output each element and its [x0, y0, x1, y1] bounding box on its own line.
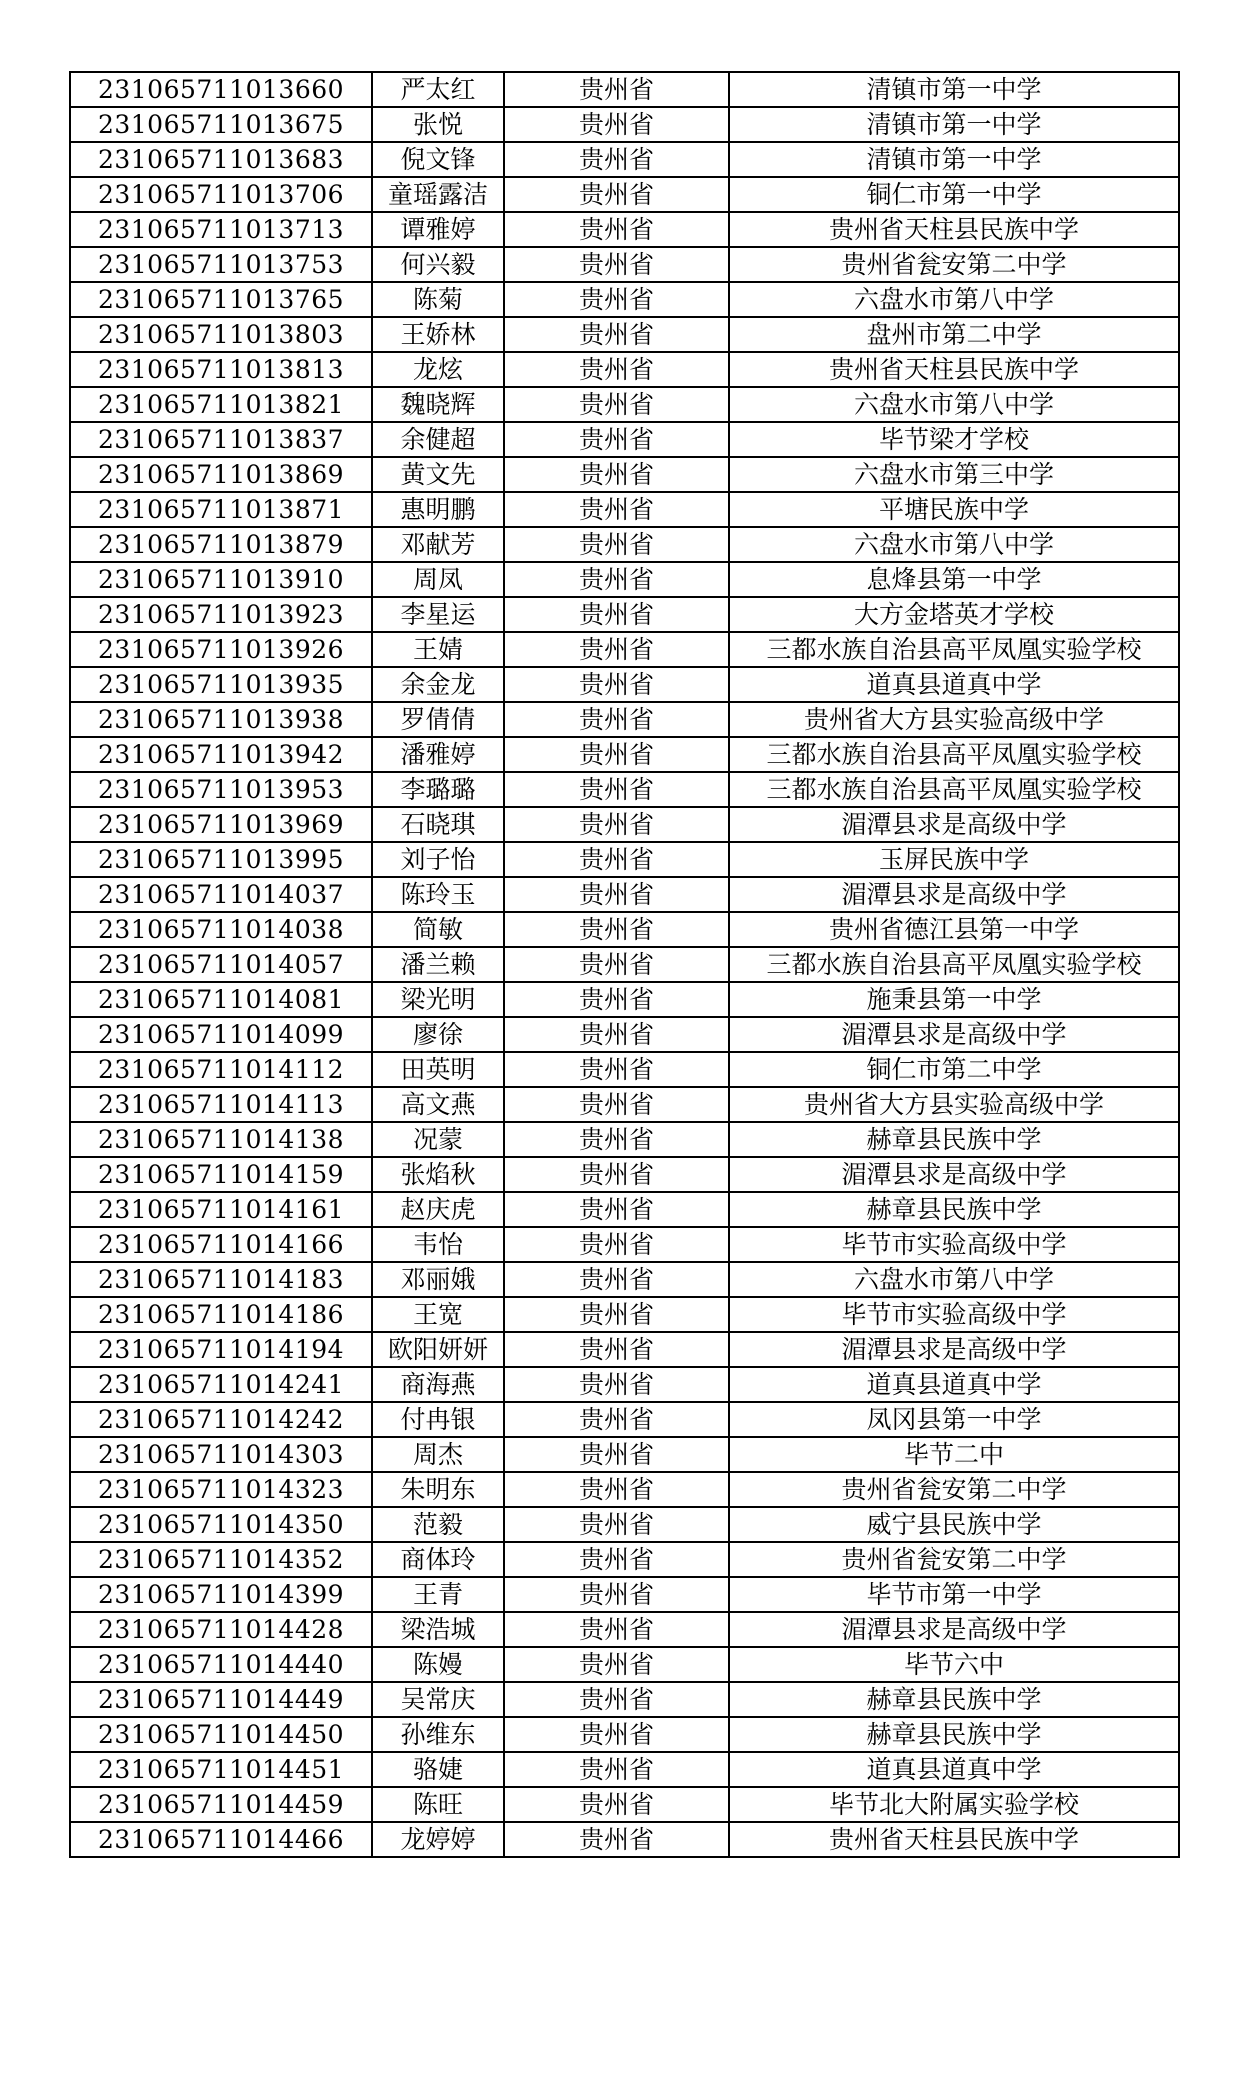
student-name-cell: 田英明	[372, 1052, 504, 1087]
school-cell: 清镇市第一中学	[729, 107, 1179, 142]
province-cell: 贵州省	[504, 562, 729, 597]
table-row	[70, 422, 1179, 457]
school-cell: 道真县道真中学	[729, 1367, 1179, 1402]
school-cell: 凤冈县第一中学	[729, 1402, 1179, 1437]
province-cell: 贵州省	[504, 1437, 729, 1472]
candidate-id-cell: 231065711014099	[70, 1017, 372, 1052]
candidate-id-cell: 231065711013938	[70, 702, 372, 737]
school-cell: 铜仁市第一中学	[729, 177, 1179, 212]
school-cell: 毕节市实验高级中学	[729, 1297, 1179, 1332]
student-name-cell: 惠明鹏	[372, 492, 504, 527]
student-name-cell: 付冉银	[372, 1402, 504, 1437]
school-cell: 湄潭县求是高级中学	[729, 1612, 1179, 1647]
province-cell: 贵州省	[504, 1752, 729, 1787]
table-row	[70, 1822, 1179, 1857]
table-row	[70, 1157, 1179, 1192]
table-row	[70, 1577, 1179, 1612]
table-row	[70, 142, 1179, 177]
candidate-id-cell: 231065711013910	[70, 562, 372, 597]
candidate-id-cell: 231065711013713	[70, 212, 372, 247]
candidate-id-cell: 231065711013706	[70, 177, 372, 212]
province-cell: 贵州省	[504, 597, 729, 632]
student-name-cell: 李星运	[372, 597, 504, 632]
table-row	[70, 107, 1179, 142]
student-name-cell: 廖徐	[372, 1017, 504, 1052]
province-cell: 贵州省	[504, 107, 729, 142]
province-cell: 贵州省	[504, 1087, 729, 1122]
province-cell: 贵州省	[504, 1332, 729, 1367]
school-cell: 清镇市第一中学	[729, 72, 1179, 107]
province-cell: 贵州省	[504, 1262, 729, 1297]
school-cell: 毕节北大附属实验学校	[729, 1787, 1179, 1822]
student-name-cell: 何兴毅	[372, 247, 504, 282]
table-row	[70, 737, 1179, 772]
province-cell: 贵州省	[504, 737, 729, 772]
table-row	[70, 1402, 1179, 1437]
province-cell: 贵州省	[504, 212, 729, 247]
school-cell: 湄潭县求是高级中学	[729, 807, 1179, 842]
student-name-cell: 黄文先	[372, 457, 504, 492]
table-row	[70, 1332, 1179, 1367]
candidate-id-cell: 231065711014113	[70, 1087, 372, 1122]
candidate-id-cell: 231065711014038	[70, 912, 372, 947]
candidate-id-cell: 231065711013871	[70, 492, 372, 527]
student-name-cell: 梁浩城	[372, 1612, 504, 1647]
province-cell: 贵州省	[504, 1472, 729, 1507]
student-name-cell: 韦怡	[372, 1227, 504, 1262]
student-name-cell: 朱明东	[372, 1472, 504, 1507]
province-cell: 贵州省	[504, 1577, 729, 1612]
school-cell: 三都水族自治县高平凤凰实验学校	[729, 947, 1179, 982]
province-cell: 贵州省	[504, 1507, 729, 1542]
candidate-id-cell: 231065711014081	[70, 982, 372, 1017]
province-cell: 贵州省	[504, 1192, 729, 1227]
province-cell: 贵州省	[504, 282, 729, 317]
candidate-id-cell: 231065711014303	[70, 1437, 372, 1472]
province-cell: 贵州省	[504, 1542, 729, 1577]
table-row	[70, 947, 1179, 982]
province-cell: 贵州省	[504, 72, 729, 107]
school-cell: 湄潭县求是高级中学	[729, 1017, 1179, 1052]
school-cell: 威宁县民族中学	[729, 1507, 1179, 1542]
school-cell: 施秉县第一中学	[729, 982, 1179, 1017]
table-row	[70, 772, 1179, 807]
student-name-cell: 简敏	[372, 912, 504, 947]
table-row	[70, 912, 1179, 947]
school-cell: 贵州省天柱县民族中学	[729, 212, 1179, 247]
candidate-id-cell: 231065711014138	[70, 1122, 372, 1157]
candidate-id-cell: 231065711013660	[70, 72, 372, 107]
student-name-cell: 魏晓辉	[372, 387, 504, 422]
school-cell: 赫章县民族中学	[729, 1717, 1179, 1752]
student-name-cell: 陈玲玉	[372, 877, 504, 912]
student-name-cell: 严太红	[372, 72, 504, 107]
student-name-cell: 王青	[372, 1577, 504, 1612]
school-cell: 毕节市实验高级中学	[729, 1227, 1179, 1262]
province-cell: 贵州省	[504, 1787, 729, 1822]
candidate-id-cell: 231065711014241	[70, 1367, 372, 1402]
table-row	[70, 1122, 1179, 1157]
school-cell: 毕节六中	[729, 1647, 1179, 1682]
candidate-id-cell: 231065711014183	[70, 1262, 372, 1297]
candidate-id-cell: 231065711014440	[70, 1647, 372, 1682]
candidate-id-cell: 231065711013813	[70, 352, 372, 387]
candidate-id-cell: 231065711014323	[70, 1472, 372, 1507]
province-cell: 贵州省	[504, 142, 729, 177]
province-cell: 贵州省	[504, 632, 729, 667]
student-name-cell: 商体玲	[372, 1542, 504, 1577]
roster-body	[70, 72, 1179, 1857]
province-cell: 贵州省	[504, 1297, 729, 1332]
candidate-id-cell: 231065711014194	[70, 1332, 372, 1367]
province-cell: 贵州省	[504, 422, 729, 457]
student-name-cell: 潘雅婷	[372, 737, 504, 772]
student-name-cell: 商海燕	[372, 1367, 504, 1402]
school-cell: 赫章县民族中学	[729, 1192, 1179, 1227]
candidate-id-cell: 231065711014159	[70, 1157, 372, 1192]
candidate-id-cell: 231065711013683	[70, 142, 372, 177]
candidate-id-cell: 231065711014057	[70, 947, 372, 982]
student-name-cell: 张悦	[372, 107, 504, 142]
student-name-cell: 张焰秋	[372, 1157, 504, 1192]
candidate-id-cell: 231065711013969	[70, 807, 372, 842]
table-row	[70, 1087, 1179, 1122]
student-name-cell: 余金龙	[372, 667, 504, 702]
school-cell: 玉屏民族中学	[729, 842, 1179, 877]
school-cell: 道真县道真中学	[729, 667, 1179, 702]
province-cell: 贵州省	[504, 702, 729, 737]
table-row	[70, 1227, 1179, 1262]
school-cell: 六盘水市第八中学	[729, 387, 1179, 422]
table-row	[70, 1017, 1179, 1052]
student-name-cell: 王宽	[372, 1297, 504, 1332]
candidate-id-cell: 231065711013879	[70, 527, 372, 562]
province-cell: 贵州省	[504, 1717, 729, 1752]
candidate-id-cell: 231065711013675	[70, 107, 372, 142]
candidate-id-cell: 231065711014399	[70, 1577, 372, 1612]
school-cell: 赫章县民族中学	[729, 1682, 1179, 1717]
table-row	[70, 1717, 1179, 1752]
table-row	[70, 1542, 1179, 1577]
school-cell: 毕节梁才学校	[729, 422, 1179, 457]
candidate-id-cell: 231065711013935	[70, 667, 372, 702]
table-row	[70, 1437, 1179, 1472]
province-cell: 贵州省	[504, 1822, 729, 1857]
school-cell: 息烽县第一中学	[729, 562, 1179, 597]
school-cell: 三都水族自治县高平凤凰实验学校	[729, 632, 1179, 667]
candidate-id-cell: 231065711013953	[70, 772, 372, 807]
candidate-id-cell: 231065711014166	[70, 1227, 372, 1262]
school-cell: 盘州市第二中学	[729, 317, 1179, 352]
student-name-cell: 龙炫	[372, 352, 504, 387]
province-cell: 贵州省	[504, 1612, 729, 1647]
student-name-cell: 陈菊	[372, 282, 504, 317]
table-row	[70, 527, 1179, 562]
candidate-id-cell: 231065711013942	[70, 737, 372, 772]
school-cell: 贵州省天柱县民族中学	[729, 1822, 1179, 1857]
province-cell: 贵州省	[504, 457, 729, 492]
student-name-cell: 陈嫚	[372, 1647, 504, 1682]
candidate-id-cell: 231065711014459	[70, 1787, 372, 1822]
table-row	[70, 177, 1179, 212]
school-cell: 毕节二中	[729, 1437, 1179, 1472]
school-cell: 贵州省瓮安第二中学	[729, 247, 1179, 282]
school-cell: 湄潭县求是高级中学	[729, 877, 1179, 912]
table-row	[70, 877, 1179, 912]
table-row	[70, 1682, 1179, 1717]
student-name-cell: 邓献芳	[372, 527, 504, 562]
candidate-id-cell: 231065711013765	[70, 282, 372, 317]
student-name-cell: 李璐璐	[372, 772, 504, 807]
school-cell: 清镇市第一中学	[729, 142, 1179, 177]
table-row	[70, 632, 1179, 667]
table-row	[70, 1192, 1179, 1227]
table-row	[70, 212, 1179, 247]
province-cell: 贵州省	[504, 527, 729, 562]
candidate-id-cell: 231065711014428	[70, 1612, 372, 1647]
student-name-cell: 王娇林	[372, 317, 504, 352]
province-cell: 贵州省	[504, 1367, 729, 1402]
school-cell: 平塘民族中学	[729, 492, 1179, 527]
province-cell: 贵州省	[504, 1402, 729, 1437]
table-row	[70, 597, 1179, 632]
province-cell: 贵州省	[504, 1227, 729, 1262]
school-cell: 毕节市第一中学	[729, 1577, 1179, 1612]
student-name-cell: 潘兰赖	[372, 947, 504, 982]
table-row	[70, 1787, 1179, 1822]
province-cell: 贵州省	[504, 177, 729, 212]
candidate-id-cell: 231065711013803	[70, 317, 372, 352]
province-cell: 贵州省	[504, 772, 729, 807]
province-cell: 贵州省	[504, 1157, 729, 1192]
candidate-id-cell: 231065711013837	[70, 422, 372, 457]
candidate-id-cell: 231065711013869	[70, 457, 372, 492]
candidate-id-cell: 231065711014186	[70, 1297, 372, 1332]
student-name-cell: 梁光明	[372, 982, 504, 1017]
province-cell: 贵州省	[504, 247, 729, 282]
table-row	[70, 317, 1179, 352]
table-row	[70, 1472, 1179, 1507]
table-row	[70, 982, 1179, 1017]
student-name-cell: 赵庆虎	[372, 1192, 504, 1227]
candidate-id-cell: 231065711014451	[70, 1752, 372, 1787]
table-row	[70, 562, 1179, 597]
table-row	[70, 72, 1179, 107]
table-row	[70, 667, 1179, 702]
school-cell: 贵州省天柱县民族中学	[729, 352, 1179, 387]
candidate-id-cell: 231065711014352	[70, 1542, 372, 1577]
table-row	[70, 1647, 1179, 1682]
student-name-cell: 陈旺	[372, 1787, 504, 1822]
province-cell: 贵州省	[504, 1647, 729, 1682]
student-name-cell: 邓丽娥	[372, 1262, 504, 1297]
province-cell: 贵州省	[504, 982, 729, 1017]
school-cell: 贵州省大方县实验高级中学	[729, 1087, 1179, 1122]
student-name-cell: 吴常庆	[372, 1682, 504, 1717]
table-row	[70, 1052, 1179, 1087]
province-cell: 贵州省	[504, 947, 729, 982]
province-cell: 贵州省	[504, 807, 729, 842]
table-row	[70, 492, 1179, 527]
student-name-cell: 王婧	[372, 632, 504, 667]
student-name-cell: 谭雅婷	[372, 212, 504, 247]
school-cell: 贵州省瓮安第二中学	[729, 1472, 1179, 1507]
candidate-id-cell: 231065711014449	[70, 1682, 372, 1717]
province-cell: 贵州省	[504, 842, 729, 877]
school-cell: 三都水族自治县高平凤凰实验学校	[729, 737, 1179, 772]
province-cell: 贵州省	[504, 317, 729, 352]
province-cell: 贵州省	[504, 1052, 729, 1087]
student-name-cell: 罗倩倩	[372, 702, 504, 737]
school-cell: 大方金塔英才学校	[729, 597, 1179, 632]
student-name-cell: 范毅	[372, 1507, 504, 1542]
table-row	[70, 1612, 1179, 1647]
province-cell: 贵州省	[504, 1682, 729, 1717]
table-row	[70, 842, 1179, 877]
student-name-cell: 童瑶露洁	[372, 177, 504, 212]
student-name-cell: 刘子怡	[372, 842, 504, 877]
student-name-cell: 龙婷婷	[372, 1822, 504, 1857]
student-name-cell: 孙维东	[372, 1717, 504, 1752]
province-cell: 贵州省	[504, 387, 729, 422]
table-row	[70, 247, 1179, 282]
roster-table	[69, 71, 1180, 1858]
school-cell: 道真县道真中学	[729, 1752, 1179, 1787]
candidate-id-cell: 231065711014037	[70, 877, 372, 912]
school-cell: 三都水族自治县高平凤凰实验学校	[729, 772, 1179, 807]
candidate-id-cell: 231065711013923	[70, 597, 372, 632]
table-row	[70, 387, 1179, 422]
table-row	[70, 1297, 1179, 1332]
table-row	[70, 702, 1179, 737]
province-cell: 贵州省	[504, 352, 729, 387]
candidate-id-cell: 231065711013995	[70, 842, 372, 877]
province-cell: 贵州省	[504, 667, 729, 702]
province-cell: 贵州省	[504, 492, 729, 527]
province-cell: 贵州省	[504, 1122, 729, 1157]
table-row	[70, 457, 1179, 492]
school-cell: 湄潭县求是高级中学	[729, 1157, 1179, 1192]
student-name-cell: 倪文锋	[372, 142, 504, 177]
province-cell: 贵州省	[504, 877, 729, 912]
table-row	[70, 282, 1179, 317]
school-cell: 赫章县民族中学	[729, 1122, 1179, 1157]
student-name-cell: 周杰	[372, 1437, 504, 1472]
candidate-id-cell: 231065711014112	[70, 1052, 372, 1087]
table-row	[70, 352, 1179, 387]
school-cell: 贵州省大方县实验高级中学	[729, 702, 1179, 737]
student-name-cell: 余健超	[372, 422, 504, 457]
candidate-id-cell: 231065711014350	[70, 1507, 372, 1542]
school-cell: 湄潭县求是高级中学	[729, 1332, 1179, 1367]
candidate-id-cell: 231065711013821	[70, 387, 372, 422]
candidate-id-cell: 231065711014450	[70, 1717, 372, 1752]
table-row	[70, 1367, 1179, 1402]
student-name-cell: 高文燕	[372, 1087, 504, 1122]
roster-sheet	[69, 71, 1178, 1858]
student-name-cell: 况蒙	[372, 1122, 504, 1157]
candidate-id-cell: 231065711014161	[70, 1192, 372, 1227]
table-row	[70, 1262, 1179, 1297]
school-cell: 六盘水市第三中学	[729, 457, 1179, 492]
candidate-id-cell: 231065711013926	[70, 632, 372, 667]
table-row	[70, 1752, 1179, 1787]
table-row	[70, 1507, 1179, 1542]
student-name-cell: 骆婕	[372, 1752, 504, 1787]
student-name-cell: 周凤	[372, 562, 504, 597]
candidate-id-cell: 231065711014242	[70, 1402, 372, 1437]
candidate-id-cell: 231065711014466	[70, 1822, 372, 1857]
school-cell: 贵州省瓮安第二中学	[729, 1542, 1179, 1577]
school-cell: 贵州省德江县第一中学	[729, 912, 1179, 947]
student-name-cell: 石晓琪	[372, 807, 504, 842]
table-row	[70, 807, 1179, 842]
province-cell: 贵州省	[504, 912, 729, 947]
candidate-id-cell: 231065711013753	[70, 247, 372, 282]
school-cell: 六盘水市第八中学	[729, 1262, 1179, 1297]
school-cell: 铜仁市第二中学	[729, 1052, 1179, 1087]
school-cell: 六盘水市第八中学	[729, 282, 1179, 317]
province-cell: 贵州省	[504, 1017, 729, 1052]
school-cell: 六盘水市第八中学	[729, 527, 1179, 562]
student-name-cell: 欧阳妍妍	[372, 1332, 504, 1367]
